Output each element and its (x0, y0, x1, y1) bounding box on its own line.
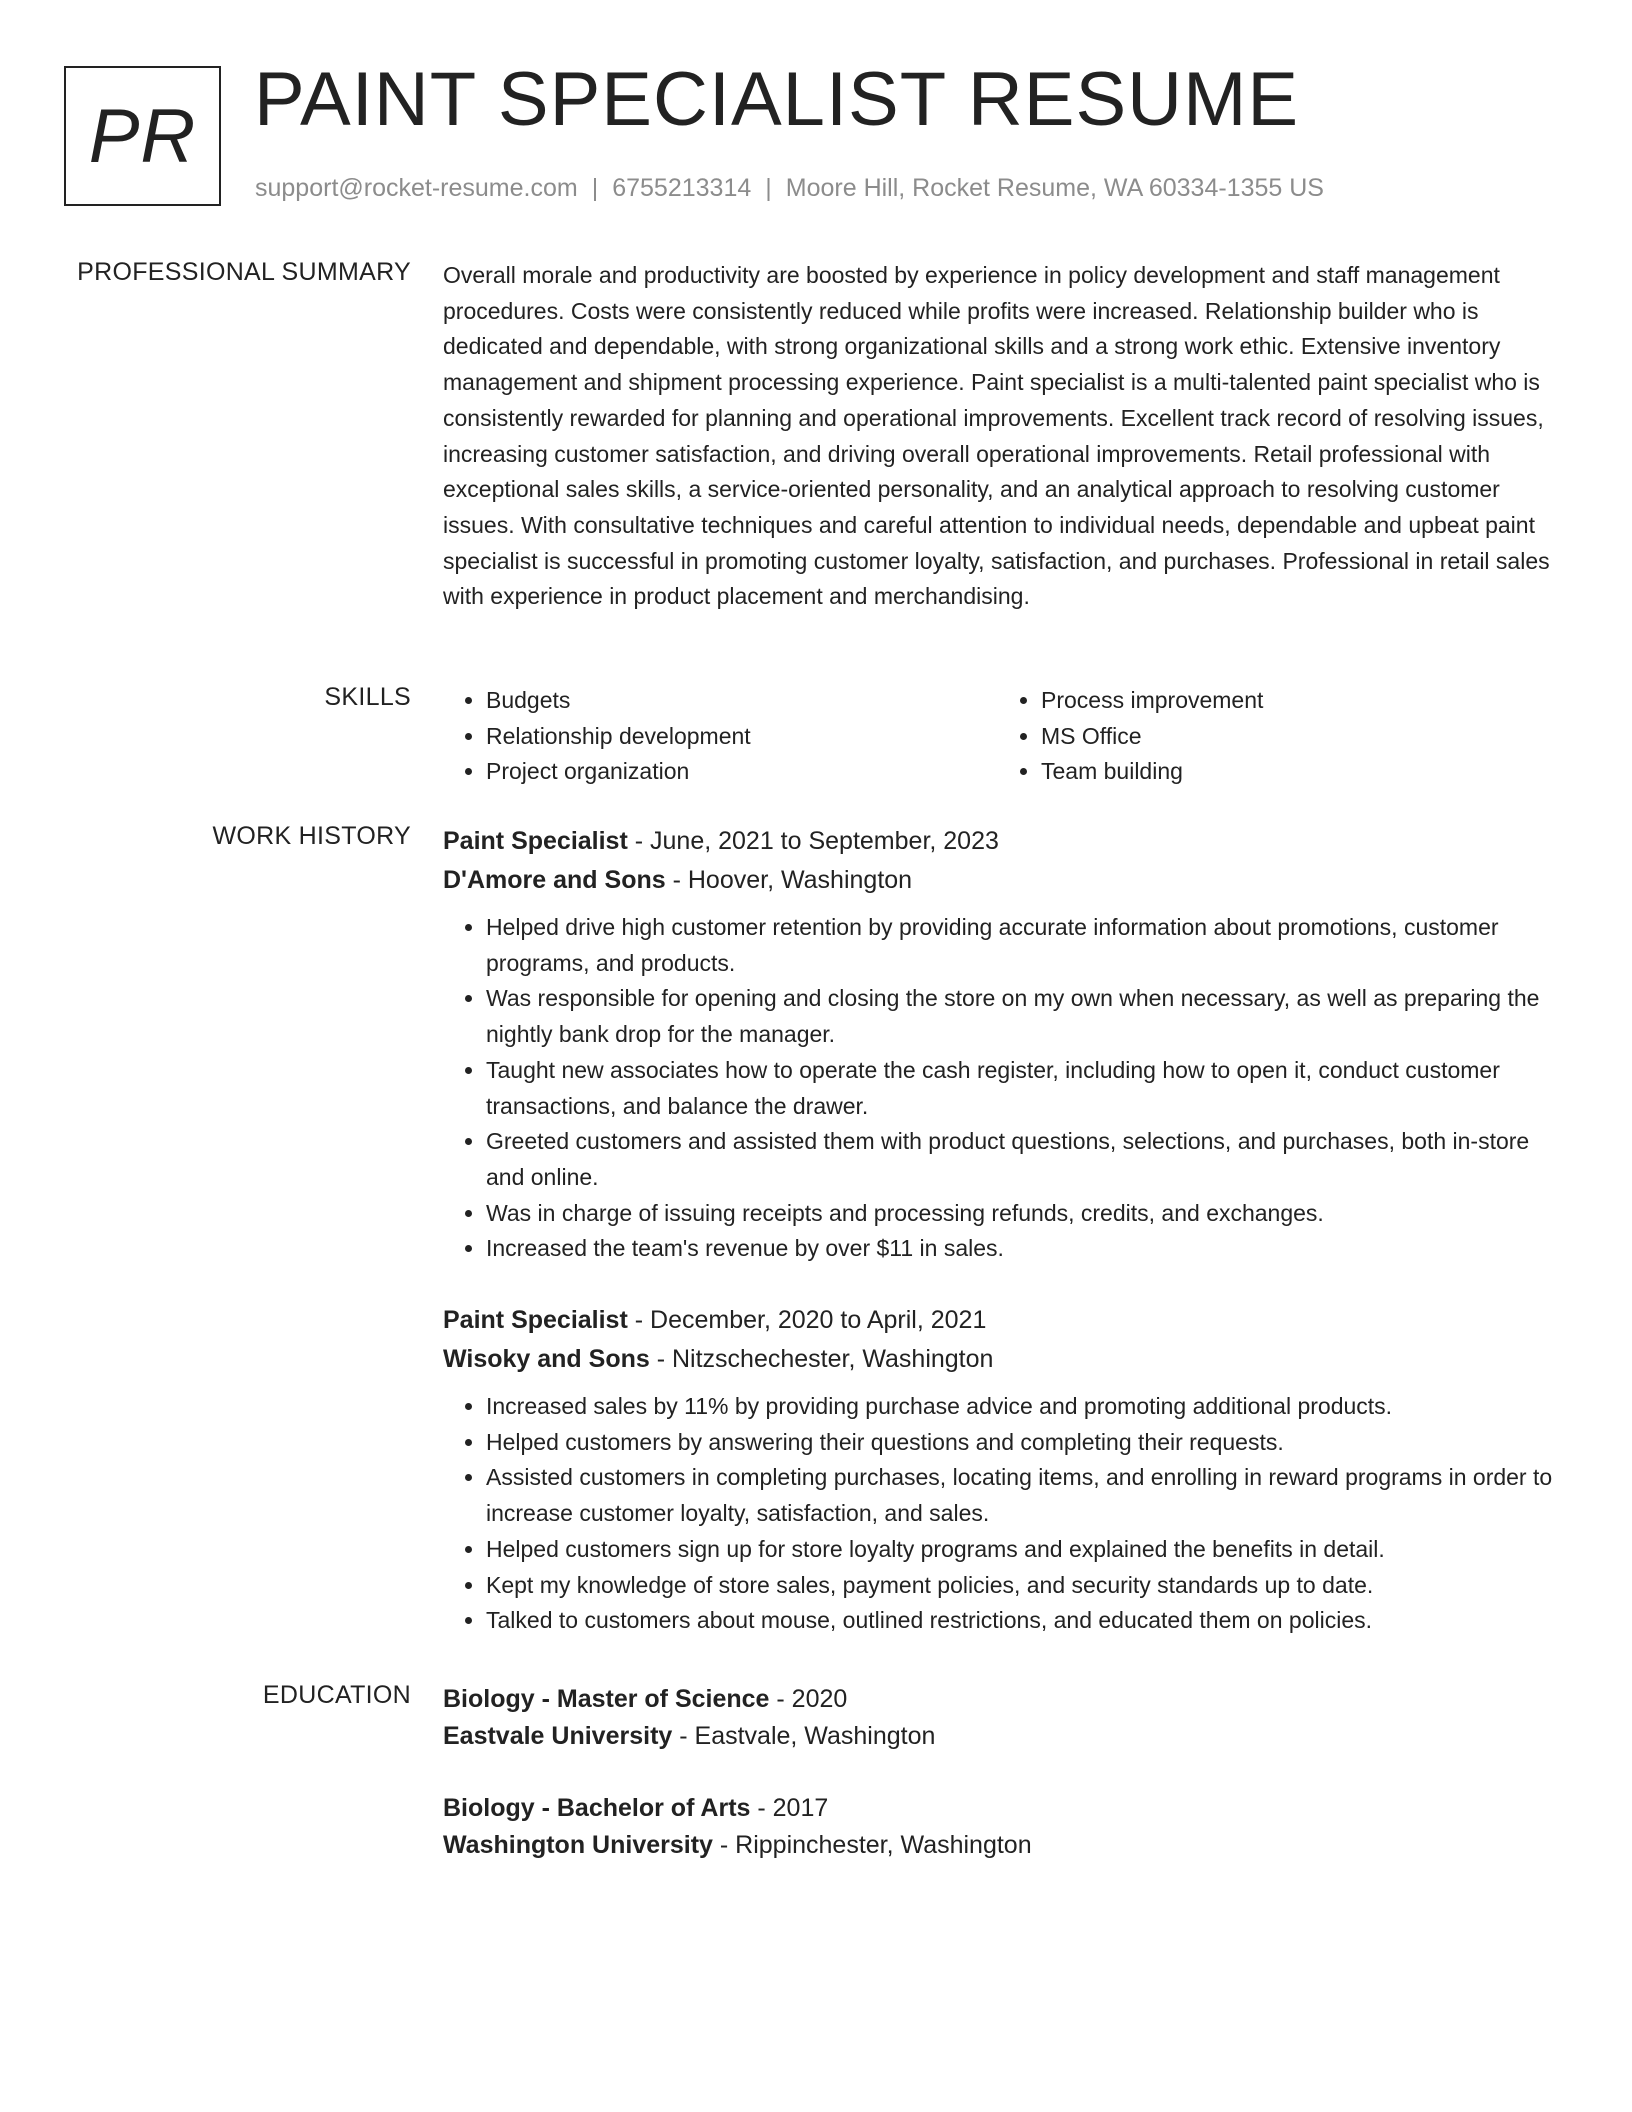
skill-item: • Budgets (486, 683, 998, 719)
job-title-line (443, 1301, 1553, 1340)
job-title-line (443, 822, 1553, 861)
education-body (443, 1681, 1553, 1864)
skill-item: • Team building (1041, 754, 1553, 790)
summary-text: Overall morale and productivity are boosted by experience in policy development and staff management procedures. Costs were consistently reduced while profits were increased. Relationship builder who is dedicated and dependable, with strong organizational skills and a strong work ethic. Extensive inventory management and shipment processing experience. Paint specialist is a multi-talented paint specialist who is consistently rewarded for planning and operational improvements. Excellent track record of resolving issues, increasing customer satisfaction, and driving overall operational improvements. Retail professional with exceptional sales skills, a service-oriented personality, and an analytical approach to resolving customer issues. With consultative techniques and careful attention to individual needs, dependable and upbeat paint specialist is successful in promoting customer loyalty, satisfaction, and purchases. Professional in retail sales with experience in product placement and merchandising. (443, 262, 1550, 610)
contact-email: support@rocket-resume.com (255, 174, 578, 202)
education-entry (443, 1790, 1553, 1864)
skills-body (443, 683, 1553, 790)
job-duty: • Kept my knowledge of store sales, payment policies, and security standards up to date. (486, 1568, 1553, 1604)
resume-title: PAINT SPECIALIST RESUME (254, 57, 1300, 142)
job-duties (443, 1389, 1553, 1639)
contact-address: Moore Hill, Rocket Resume, WA 60334-1355 US (785, 174, 1324, 202)
skill-item: • MS Office (1041, 719, 1553, 755)
job-duty: • Greeted customers and assisted them with product questions, selections, and purchases, both in-store and online. (486, 1124, 1553, 1195)
job-duty: • Assisted customers in completing purchases, locating items, and enrolling in reward programs in order to increase customer loyalty, satisfaction, and sales. (486, 1460, 1553, 1531)
work-heading: WORK HISTORY (212, 822, 411, 850)
contact-separator: | (591, 174, 599, 202)
job-entry (443, 1301, 1553, 1639)
monogram-logo: PR (64, 66, 221, 206)
school-line (443, 1718, 1553, 1755)
job-duty: • Taught new associates how to operate the cash register, including how to open it, conduct customer transactions, and balance the drawer. (486, 1053, 1553, 1124)
degree-line (443, 1681, 1553, 1718)
summary-body (443, 258, 1553, 615)
job-duty: • Helped customers sign up for store loyalty programs and explained the benefits in detail. (486, 1532, 1553, 1568)
contact-phone: 6755213314 (612, 174, 752, 202)
school-name: Washington University (443, 1831, 713, 1859)
job-dates: - June, 2021 to September, 2023 (627, 827, 999, 855)
job-duty: • Increased the team's revenue by over $11 in sales. (486, 1231, 1553, 1267)
job-duty: • Helped drive high customer retention by providing accurate information about promotions, customer programs, and products. (486, 910, 1553, 981)
school-location: - Eastvale, Washington (672, 1722, 936, 1750)
job-dates: - December, 2020 to April, 2021 (627, 1306, 987, 1335)
job-duties (443, 910, 1553, 1267)
job-company-line (443, 1340, 1553, 1379)
job-title: Paint Specialist (443, 827, 628, 855)
job-entry (443, 822, 1553, 1267)
school-location: - Rippinchester, Washington (712, 1831, 1032, 1859)
job-location: - Hoover, Washington (665, 866, 913, 894)
contact-separator: | (765, 174, 772, 202)
school-name: Eastvale University (443, 1722, 673, 1750)
summary-heading: PROFESSIONAL SUMMARY (77, 258, 411, 286)
degree-year: - 2020 (769, 1685, 848, 1713)
job-duty: • Helped customers by answering their questions and completing their requests. (486, 1425, 1553, 1461)
work-body (443, 822, 1553, 1639)
degree-name: Biology - Master of Science (443, 1685, 770, 1713)
job-duty: • Increased sales by 11% by providing purchase advice and promoting additional products. (486, 1389, 1553, 1425)
job-duty: • Talked to customers about mouse, outlined restrictions, and educated them on policies. (486, 1603, 1553, 1639)
job-location: - Nitzschechester, Washington (649, 1345, 994, 1374)
skill-item: • Relationship development (486, 719, 998, 755)
job-title: Paint Specialist (443, 1306, 628, 1335)
job-company: Wisoky and Sons (443, 1345, 650, 1374)
skills-heading: SKILLS (324, 683, 411, 711)
skills-list-left (443, 683, 998, 790)
skill-item: • Project organization (486, 754, 998, 790)
contact-line (255, 174, 1324, 203)
skills-list-right (998, 683, 1553, 790)
job-duty: • Was responsible for opening and closing the store on my own when necessary, as well as preparing the nightly bank drop for the manager. (486, 981, 1553, 1052)
degree-year: - 2017 (750, 1794, 829, 1822)
education-entry (443, 1681, 1553, 1755)
education-heading: EDUCATION (262, 1681, 411, 1709)
job-company: D'Amore and Sons (443, 866, 666, 894)
degree-name: Biology - Bachelor of Arts (443, 1794, 751, 1822)
school-line (443, 1827, 1553, 1864)
skill-item: • Process improvement (1041, 683, 1553, 719)
job-duty: • Was in charge of issuing receipts and processing refunds, credits, and exchanges. (486, 1196, 1553, 1232)
degree-line (443, 1790, 1553, 1827)
job-company-line (443, 861, 1553, 900)
